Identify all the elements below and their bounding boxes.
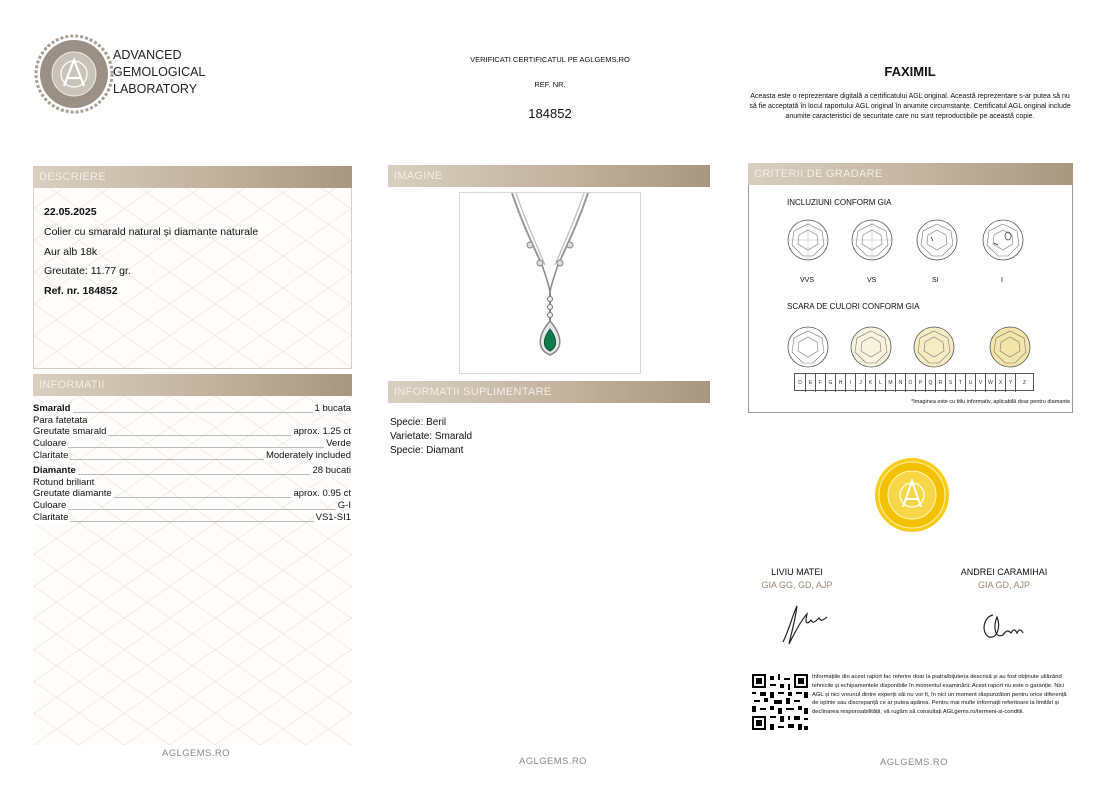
info-row: Para fatetata [33, 415, 88, 426]
criterii-footnote: *Imaginea este cu titlu informativ, aplicabilă doar pentru diamante [911, 399, 1070, 405]
scale-cell: O [905, 374, 915, 392]
descriere-line-1: Colier cu smarald natural și diamante naturale [44, 226, 259, 238]
ref-label: REF. NR. [534, 80, 566, 89]
descriere-line-2: Aur alb 18k [44, 246, 98, 258]
culori-title: SCARA DE CULORI CONFORM GIA [787, 302, 920, 311]
descriere-header: DESCRIERE [33, 166, 352, 188]
info-row: Claritate Moderately included [33, 450, 351, 461]
verify-title: VERIFICATI CERTIFICATUL PE AGLGEMS.RO [470, 55, 630, 64]
logo-line-1: ADVANCED [113, 48, 182, 62]
scale-cell: L [875, 374, 885, 392]
scale-cell: F [815, 374, 825, 392]
descriere-panel [33, 188, 352, 369]
scale-cell: G [825, 374, 835, 392]
signature-right-icon [975, 603, 1035, 653]
suplimentare-line-3: Specie: Diamant [390, 445, 464, 456]
faximil-text: Aceasta este o reprezentare digitală a certificatului AGL original. Această reprezentare s-ar putea să nu să fie acceptată în locul raportului AGL original în anumite circumstanțe. Certificatul AGL original include anumite caracteristici de securitate care nu sunt reproductibile pe această copie. [749, 93, 1071, 120]
scale-cell: J [855, 374, 865, 392]
scale-cell: P [915, 374, 925, 392]
diamond-clarity-i-icon [982, 219, 1024, 261]
info-row: Claritate VS1-SI1 [33, 512, 351, 523]
scale-cell: Y [1005, 374, 1015, 392]
scale-cell: M [885, 374, 895, 392]
footer-left: AGLGEMS.RO [162, 748, 230, 759]
info-row: Rotund briliant [33, 477, 95, 488]
signer-left-titles: GIA GG, GD, AJP [761, 580, 833, 590]
agl-logo [34, 34, 224, 114]
ref-value: 184852 [528, 106, 572, 121]
clarity-label-si: SI [932, 277, 939, 284]
incluziuni-title: INCLUZIUNI CONFORM GIA [787, 198, 892, 207]
scale-cell: X [995, 374, 1005, 392]
suplimentare-line-2: Varietate: Smarald [390, 431, 473, 442]
scale-cell: Z [1015, 374, 1033, 392]
scale-cell: H [835, 374, 845, 392]
logo-line-3: LABORATORY [113, 82, 198, 96]
descriere-ref: Ref. nr. 184852 [44, 285, 118, 297]
qr-code-icon[interactable] [752, 674, 808, 730]
criterii-panel [748, 185, 1073, 413]
info-row: Greutate diamante aprox. 0.95 ct [33, 488, 351, 499]
diamond-color-light-icon [989, 326, 1031, 368]
scale-cell: T [955, 374, 965, 392]
info-row: Smarald 1 bucata [33, 403, 351, 414]
disclaimer-text: Informațiile din acest raport fac referire doar la piatra/bijuteria descrisă și au fost obținute utilizând tehnicile și echipamentele disponibile în momentul examinării. Acest raport nu este o garanție. Nici AGL și nici vreunul dintre experții săi nu vor fi, în nici un moment răspunzători pentru orice diferență de opinie sau discrepanță ce ar putea apărea. Pentru mai multe informații referitoare la limitări și declinarea responsabilității, vă rugăm să consultați AGLgems.ro/termeni-si-conditii. [812, 674, 1067, 716]
imagine-header: IMAGINE [388, 165, 710, 187]
gold-seal-icon [874, 457, 950, 533]
diamond-clarity-vs-icon [851, 219, 893, 261]
product-image [459, 192, 641, 374]
clarity-label-vs: VS [867, 277, 877, 284]
necklace-image [460, 193, 640, 373]
scale-cell: N [895, 374, 905, 392]
scale-cell: V [975, 374, 985, 392]
info-row: Culoare G-I [33, 500, 351, 511]
scale-cell: U [965, 374, 975, 392]
signature-left-icon [775, 600, 835, 650]
scale-cell: W [985, 374, 995, 392]
info-row: Greutate smarald aprox. 1.25 ct [33, 426, 351, 437]
descriere-line-3: Greutate: 11.77 gr. [44, 265, 131, 277]
agl-seal-icon [34, 34, 114, 114]
scale-cell: Q [925, 374, 935, 392]
scale-cell: S [945, 374, 955, 392]
clarity-label-i: I [1001, 277, 1003, 284]
info-row: Diamante 28 bucati [33, 465, 351, 476]
color-scale [794, 373, 1034, 391]
scale-cell: I [845, 374, 855, 392]
scale-cell: E [805, 374, 815, 392]
signer-left-name: LIVIU MATEI [771, 567, 823, 577]
scale-cell: D [798, 380, 802, 386]
clarity-label-vvs: VVS [800, 277, 815, 284]
footer-right: AGLGEMS.RO [880, 757, 948, 768]
informatii-panel [33, 396, 352, 745]
diamond-color-colorless-icon [787, 326, 829, 368]
suplimentare-line-1: Specie: Beril [390, 417, 447, 428]
footer-middle: AGLGEMS.RO [519, 756, 587, 767]
criterii-header: CRITERII DE GRADARE [748, 163, 1073, 185]
logo-line-2: GEMOLOGICAL [113, 65, 206, 79]
informatii-header: INFORMATII [33, 374, 352, 396]
descriere-date: 22.05.2025 [44, 206, 97, 218]
signer-right-titles: GIA GD, AJP [977, 580, 1031, 590]
diamond-clarity-vvs-icon [787, 219, 829, 261]
scale-cell: K [865, 374, 875, 392]
diamond-color-faint-icon [913, 326, 955, 368]
diamond-clarity-si-icon [916, 219, 958, 261]
faximil-title: FAXIMIL [884, 64, 936, 79]
diamond-color-near-colorless-icon [850, 326, 892, 368]
signer-right-name: ANDREI CARAMIHAI [960, 567, 1048, 577]
info-row: Culoare Verde [33, 438, 351, 449]
suplimentare-header: INFORMATII SUPLIMENTARE [388, 381, 710, 403]
scale-cell: R [935, 374, 945, 392]
